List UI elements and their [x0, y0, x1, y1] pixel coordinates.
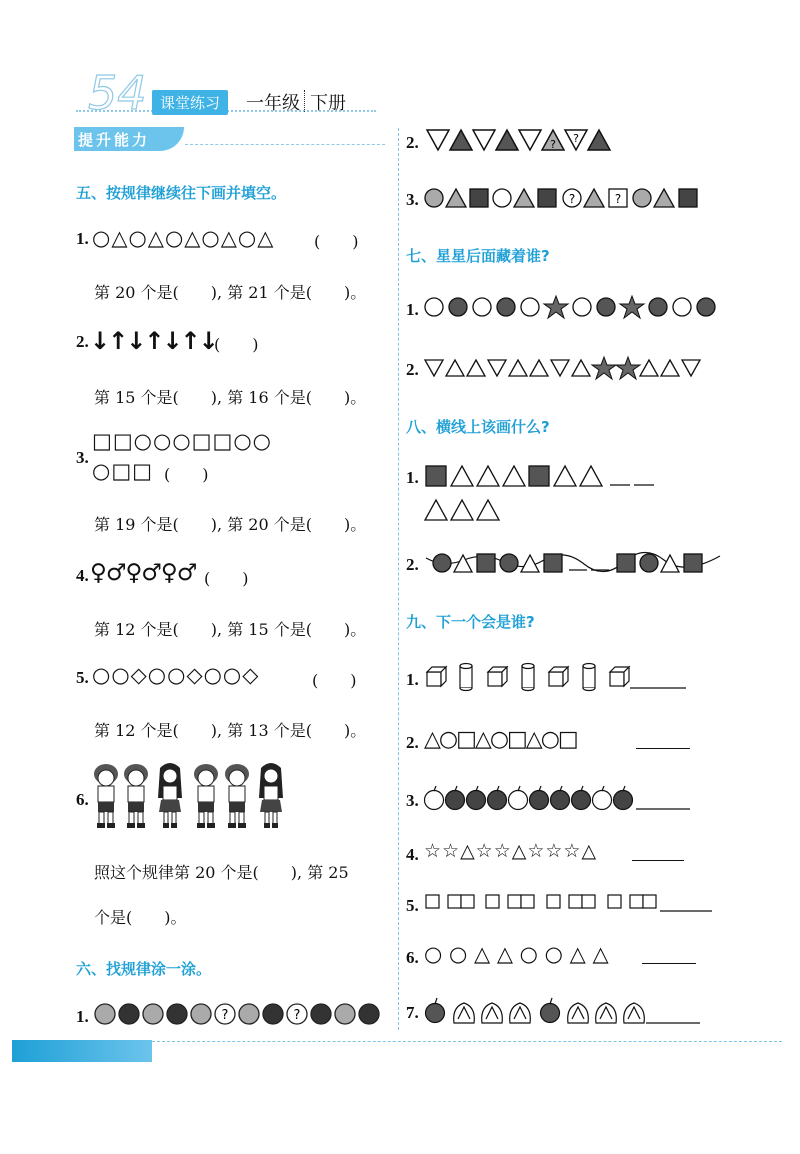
volume-label: 下册 — [310, 93, 346, 114]
q9-6-answer-line[interactable] — [642, 963, 696, 964]
section-6-title: 六、找规律涂一涂。 — [76, 960, 212, 978]
q5-5-number: 5. — [76, 668, 89, 687]
q7-2-number: 2. — [406, 360, 419, 379]
q8-1-number: 1. — [406, 468, 419, 487]
q5-3-sequence-1: □□○○○□□○○ — [92, 429, 272, 453]
q5-1-answer[interactable]: ( ) — [314, 232, 359, 251]
q9-6-sequence: ○ ○ △ △ ○ ○ △ △ — [424, 942, 609, 966]
q8-1-shapes — [424, 463, 664, 523]
footer-rule — [152, 1041, 782, 1042]
q7-1-number: 1. — [406, 300, 419, 319]
q9-3-number: 3. — [406, 791, 419, 810]
section-5-title: 五、按规律继续往下画并填空。 — [76, 184, 287, 202]
section-7-title: 七、星星后面藏着谁? — [406, 247, 550, 265]
q5-3-answer[interactable]: ( ) — [164, 465, 209, 484]
section-8-title: 八、横线上该画什么? — [406, 418, 550, 436]
q9-5-number: 5. — [406, 896, 419, 915]
q9-5-boxes — [424, 891, 716, 915]
star-hidden-3 — [592, 357, 616, 379]
q5-3-fill: 第 19 个是( ), 第 20 个是( )。 — [94, 515, 367, 534]
q5-5-answer[interactable]: ( ) — [312, 671, 357, 690]
q5-1-number: 1. — [76, 229, 89, 248]
page-number: 54 — [88, 66, 147, 120]
q6-2-question-2: ? — [573, 132, 579, 145]
q9-4-answer-line[interactable] — [632, 860, 684, 861]
q6-3-number: 3. — [406, 190, 419, 209]
q6-2-number: 2. — [406, 133, 419, 152]
q8-2-string-shapes — [424, 550, 724, 576]
q5-2-number: 2. — [76, 332, 89, 351]
column-divider — [398, 128, 399, 1030]
q9-7-fruits — [424, 997, 704, 1027]
q6-2-question-1: ? — [550, 138, 556, 151]
q6-3-question-2: ? — [614, 192, 622, 206]
star-hidden-4 — [616, 357, 640, 379]
q5-6-text-1: 照这个规律第 20 个是( ), 第 25 — [94, 863, 349, 882]
q5-4-number: 4. — [76, 566, 89, 585]
grade-label: 一年级 — [246, 93, 300, 114]
banner-rule — [185, 144, 385, 145]
q9-1-number: 1. — [406, 670, 419, 689]
header-divider — [304, 90, 305, 112]
q5-1-sequence: ○△○△○△○△○△ — [92, 226, 275, 250]
q6-3-question-1: ? — [568, 192, 576, 206]
q9-6-number: 6. — [406, 948, 419, 967]
children-pattern-image — [92, 762, 292, 830]
section-9-title: 九、下一个会是谁? — [406, 613, 535, 631]
q9-2-sequence: △○□△○□△○□ — [424, 727, 577, 752]
footer-bar — [12, 1040, 152, 1062]
q5-5-fill: 第 12 个是( ), 第 13 个是( )。 — [94, 721, 367, 740]
q5-2-sequence: ↓↑↓↑↓↑↓ — [90, 327, 217, 355]
q5-3-number: 3. — [76, 448, 89, 467]
q5-4-fill: 第 12 个是( ), 第 15 个是( )。 — [94, 620, 367, 639]
q9-3-apples — [424, 785, 694, 813]
q6-1-number: 1. — [76, 1007, 89, 1026]
q5-1-fill: 第 20 个是( ), 第 21 个是( )。 — [94, 283, 367, 302]
q9-2-answer-line[interactable] — [636, 748, 690, 749]
q5-6-text-2: 个是( )。 — [94, 908, 187, 927]
star-hidden-2 — [620, 296, 644, 318]
q5-2-answer[interactable]: ( ) — [214, 335, 259, 354]
star-hidden-1 — [544, 296, 568, 318]
q9-2-number: 2. — [406, 733, 419, 752]
q5-3-sequence-2: ○□□ — [92, 459, 154, 483]
q9-7-number: 7. — [406, 1003, 419, 1022]
q6-1-question-1: ? — [221, 1008, 229, 1023]
q8-2-number: 2. — [406, 555, 419, 574]
q6-1-circles — [94, 1002, 379, 1028]
q5-4-answer[interactable]: ( ) — [204, 569, 249, 588]
q5-2-fill: 第 15 个是( ), 第 16 个是( )。 — [94, 388, 367, 407]
q5-6-number: 6. — [76, 790, 89, 809]
q9-1-solids — [424, 662, 694, 692]
q6-2-triangles — [426, 128, 626, 154]
q9-4-number: 4. — [406, 845, 419, 864]
q5-5-sequence: ○○◇○○◇○○◇ — [92, 663, 260, 687]
header-tag: 课堂练习 — [152, 90, 228, 115]
q6-1-question-2: ? — [293, 1008, 301, 1023]
q5-4-sequence: ♀♂♀♂♀♂ — [90, 560, 197, 586]
q6-3-shapes — [424, 186, 704, 212]
q9-4-sequence: ☆☆△☆☆△☆☆☆△ — [424, 840, 598, 862]
q7-1-circles-with-stars — [424, 295, 724, 321]
banner-title: 提升能力 — [78, 131, 151, 149]
q7-2-triangles-with-stars — [424, 356, 704, 382]
